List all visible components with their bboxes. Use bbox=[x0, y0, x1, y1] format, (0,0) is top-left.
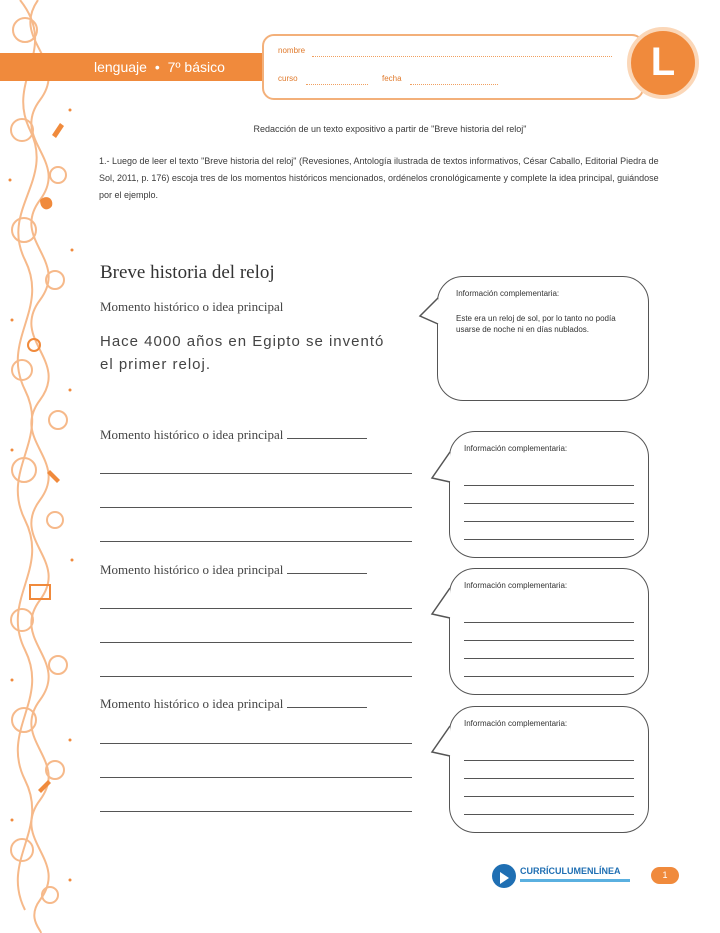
bubble-line[interactable] bbox=[464, 622, 634, 623]
date-label: fecha bbox=[382, 74, 402, 83]
writing-line[interactable] bbox=[100, 507, 412, 508]
moment-label-example: Momento histórico o idea principal bbox=[100, 299, 284, 314]
writing-line[interactable] bbox=[100, 473, 412, 474]
writing-line[interactable] bbox=[100, 743, 412, 744]
info-bubble-1 bbox=[449, 431, 649, 558]
date-field[interactable] bbox=[410, 84, 498, 85]
play-circle-icon bbox=[492, 864, 516, 888]
bubble-line[interactable] bbox=[464, 814, 634, 815]
moment-label-3: Momento histórico o idea principal bbox=[100, 696, 367, 712]
info-bubble-3 bbox=[449, 706, 649, 833]
subject-badge: L bbox=[627, 27, 699, 99]
info-bubble-example bbox=[437, 276, 649, 401]
bubble-tail bbox=[430, 450, 452, 484]
writing-line[interactable] bbox=[100, 777, 412, 778]
info-bubble-2 bbox=[449, 568, 649, 695]
subject-header-bar bbox=[0, 53, 270, 81]
bubble-line[interactable] bbox=[464, 640, 634, 641]
bubble-title: Información complementaria: bbox=[456, 289, 560, 298]
moment-blank-3[interactable] bbox=[287, 697, 367, 708]
decorative-swirl-border bbox=[0, 0, 90, 933]
bubble-line[interactable] bbox=[464, 658, 634, 659]
bubble-line[interactable] bbox=[464, 539, 634, 540]
moment-blank-1[interactable] bbox=[287, 428, 367, 439]
bubble-title: Información complementaria: bbox=[464, 581, 568, 590]
student-info-box bbox=[262, 34, 644, 100]
logo-text: CURRÍCULUMENLÍNEA bbox=[520, 866, 621, 876]
writing-line[interactable] bbox=[100, 676, 412, 677]
writing-line[interactable] bbox=[100, 608, 412, 609]
curriculum-logo bbox=[492, 862, 642, 890]
bubble-line[interactable] bbox=[464, 676, 634, 677]
moment-label-1: Momento histórico o idea principal bbox=[100, 427, 367, 443]
bubble-line[interactable] bbox=[464, 796, 634, 797]
writing-line[interactable] bbox=[100, 541, 412, 542]
bubble-tail bbox=[418, 296, 440, 326]
bubble-line[interactable] bbox=[464, 485, 634, 486]
grade-label: 7º básico bbox=[167, 59, 225, 75]
name-label: nombre bbox=[278, 46, 306, 55]
instructions-text: 1.- Luego de leer el texto "Breve historia del reloj" (Revesiones, Antología ilustrada de textos informativos, César Caballo, Editorial Piedra de Sol, 2011, p. 176) escoja tres de los momentos históricos mencionados, ordénelos cronológicamente y complete la idea principal, guiándose por el ejemplo. bbox=[99, 156, 659, 200]
bubble-title: Información complementaria: bbox=[464, 719, 568, 728]
page-number: 1 bbox=[651, 867, 679, 884]
bubble-tail bbox=[430, 586, 452, 620]
worksheet-title: Redacción de un texto expositivo a partir de "Breve historia del reloj" bbox=[253, 124, 527, 134]
moment-blank-2[interactable] bbox=[287, 563, 367, 574]
bubble-line[interactable] bbox=[464, 521, 634, 522]
example-answer-text: Hace 4000 años en Egipto se inventó el primer reloj. bbox=[100, 333, 385, 373]
bubble-tail bbox=[430, 724, 452, 758]
bubble-example-text: Este era un reloj de sol, por lo tanto no podía usarse de noche ni en días nublados. bbox=[456, 314, 616, 334]
subject-label: lenguaje bbox=[94, 59, 147, 75]
course-field[interactable] bbox=[306, 84, 368, 85]
writing-line[interactable] bbox=[100, 642, 412, 643]
course-label: curso bbox=[278, 74, 298, 83]
bubble-line[interactable] bbox=[464, 760, 634, 761]
bubble-title: Información complementaria: bbox=[464, 444, 568, 453]
moment-label-2: Momento histórico o idea principal bbox=[100, 562, 367, 578]
writing-line[interactable] bbox=[100, 811, 412, 812]
section-title: Breve historia del reloj bbox=[100, 262, 275, 283]
bubble-line[interactable] bbox=[464, 778, 634, 779]
name-field[interactable] bbox=[312, 56, 612, 57]
subject-separator: • bbox=[154, 59, 160, 75]
bubble-line[interactable] bbox=[464, 503, 634, 504]
